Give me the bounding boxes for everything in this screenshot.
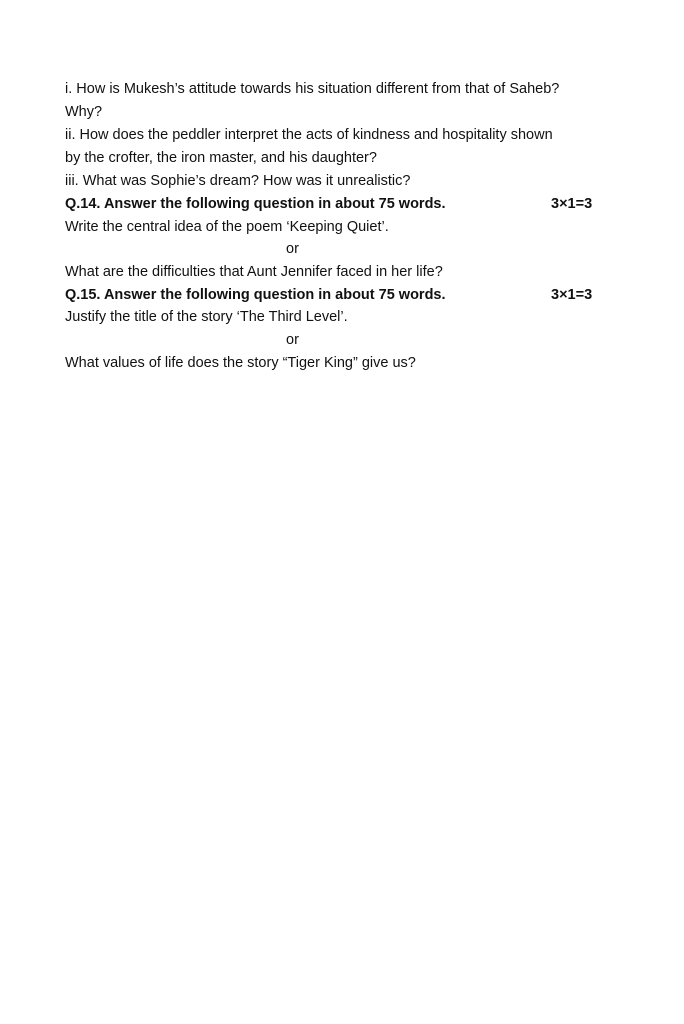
q15-option-a: Justify the title of the story ‘The Third Level’. (65, 309, 348, 325)
q15-option-b: What values of life does the story “Tiger King” give us? (65, 355, 416, 371)
question-line: by the crofter, the iron master, and his daughter? (65, 150, 377, 166)
q14-heading: Q.14. Answer the following question in about 75 words. (65, 196, 446, 212)
question-line: ii. How does the peddler interpret the acts of kindness and hospitality shown (65, 127, 553, 143)
q15-marks: 3×1=3 (551, 287, 593, 303)
q14-option-b: What are the difficulties that Aunt Jennifer faced in her life? (65, 264, 443, 280)
question-line: Why? (65, 104, 103, 120)
q15-or-label: or (286, 332, 299, 348)
question-line: iii. What was Sophie’s dream? How was it unrealistic? (65, 173, 411, 189)
q15-heading: Q.15. Answer the following question in about 75 words. (65, 287, 446, 303)
q14-option-a: Write the central idea of the poem ‘Keeping Quiet’. (65, 219, 389, 235)
q14-or-label: or (286, 241, 299, 257)
q14-marks: 3×1=3 (551, 196, 593, 212)
question-line: i. How is Mukesh’s attitude towards his situation different from that of Saheb? (65, 81, 560, 97)
